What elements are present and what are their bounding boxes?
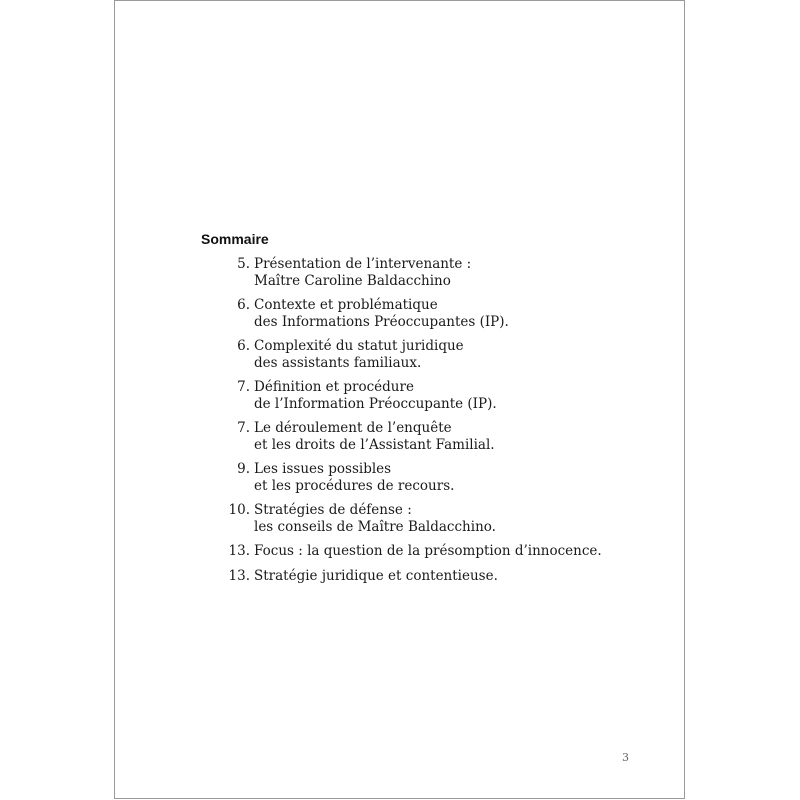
toc-list <box>115 256 674 592</box>
toc-entry-page-number: 6. <box>237 297 250 313</box>
toc-entry <box>115 568 674 585</box>
toc-entry-text <box>254 256 674 289</box>
toc-entry-text <box>254 502 674 535</box>
toc-entry <box>115 297 674 330</box>
toc-entry-text <box>254 568 674 585</box>
toc-entry-line: les conseils de Maître Baldacchino. <box>254 518 496 535</box>
toc-entry-page-number: 13. <box>228 543 250 559</box>
toc-entry-line: Définition et procédure <box>254 379 414 395</box>
toc-entry <box>115 502 674 535</box>
toc-entry-line: Complexité du statut juridique <box>254 338 464 354</box>
toc-entry-line: Focus : la question de la présomption d’innocence. <box>254 543 602 559</box>
toc-entry <box>115 461 674 494</box>
toc-entry-line: des Informations Préoccupantes (IP). <box>254 313 509 330</box>
toc-entry <box>115 420 674 453</box>
toc-entry-line: et les procédures de recours. <box>254 477 455 494</box>
toc-entry-line: Maître Caroline Baldacchino <box>254 272 451 289</box>
toc-entry-text <box>254 420 674 453</box>
toc-entry <box>115 543 674 560</box>
document-page <box>114 0 685 799</box>
toc-entry <box>115 256 674 289</box>
toc-title: Sommaire <box>201 231 269 247</box>
toc-entry <box>115 338 674 371</box>
toc-entry-line: Le déroulement de l’enquête <box>254 420 452 436</box>
toc-entry-line: Stratégies de défense : <box>254 502 412 518</box>
toc-entry-line: Présentation de l’intervenante : <box>254 256 472 272</box>
toc-entry-page-number: 13. <box>228 567 250 584</box>
toc-entry-line: Contexte et problématique <box>254 297 438 313</box>
toc-entry-page-number: 5. <box>237 256 250 272</box>
toc-entry-page-number: 7. <box>237 379 250 395</box>
toc-entry-text <box>254 543 674 560</box>
toc-entry-text <box>254 461 674 494</box>
toc-entry-page-number: 7. <box>237 420 250 436</box>
toc-entry-line: et les droits de l’Assistant Familial. <box>254 436 495 453</box>
toc-entry-page-number: 9. <box>237 461 250 477</box>
toc-entry-page-number: 6. <box>237 338 250 354</box>
toc-entry-text <box>254 297 674 330</box>
toc-entry-line: de l’Information Préoccupante (IP). <box>254 395 497 412</box>
toc-entry-line: des assistants familiaux. <box>254 354 422 371</box>
page-number: 3 <box>622 751 629 764</box>
toc-entry-line: Stratégie juridique et contentieuse. <box>254 567 498 584</box>
toc-entry-text <box>254 338 674 371</box>
toc-entry-line: Les issues possibles <box>254 461 392 477</box>
toc-entry-page-number: 10. <box>228 502 250 518</box>
toc-entry-text <box>254 379 674 412</box>
toc-entry <box>115 379 674 412</box>
